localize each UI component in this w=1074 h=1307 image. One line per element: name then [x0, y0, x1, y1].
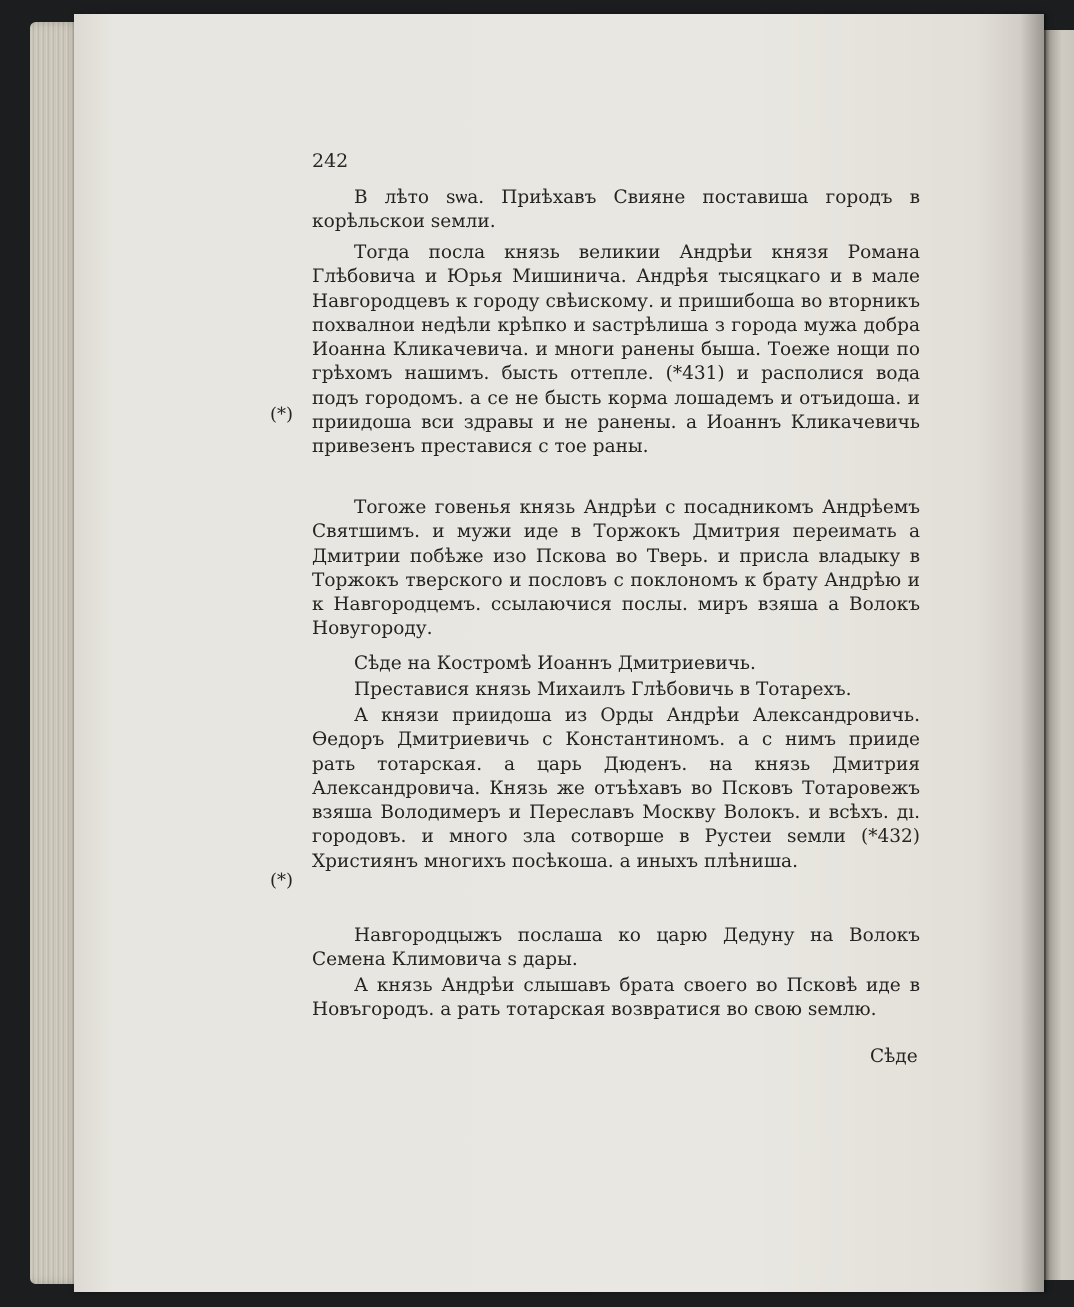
paragraph-8: А князь Андрѣи слышавъ брата своего во Псковѣ иде в Новъгородъ. а рать тотарская возвратися во свою ѕемлю.	[312, 975, 920, 1021]
next-page-edge	[1042, 30, 1074, 1280]
paragraph-3: Тогоже говенья князь Андрѣи с посадникомъ Андрѣемъ Святшимъ. и мужи иде в Торжокъ Дмитрия переимать а Дмитрии побѣже изо Пскова во Тверь. и присла владыку в Торжокъ тверского и пословъ с поклономъ к брату Андрѣю и к Навгородцемъ. ссылаючися послы. миръ взяша а Волокъ Новугороду.	[312, 497, 920, 640]
page-number: 242	[312, 150, 349, 172]
paragraph-1: В лѣто ѕѡа. Приѣхавъ Свияне поставиша городъ в корѣльскои ѕемли.	[312, 187, 920, 233]
gutter-shadow	[1020, 14, 1046, 1292]
paragraph-7: Навгородцыжъ послаша ко царю Дедуну на Волокъ Семена Климовича ѕ дары.	[312, 925, 920, 971]
paragraph-2: Тогда посла князь великии Андрѣи князя Романа Глѣбовича и Юрья Мишинича. Андрѣя тысяцкаго и в мале Навгородцевъ к городу свѣискому. и пришибоша во вторникъ похвалнои недѣли крѣпко и ѕастрѣлиша з города мужа добра Иоанна Кликачевича. и многи ранены быша. Тоеже нощи по грѣхомъ нашимъ. бысть оттепле. (*431) и располися вода подъ городомъ. а се не бысть корма лошадемъ и отъидоша. и приидоша вси здравы и не ранены. а Иоаннъ Кликачевичь привезенъ преставися с тое раны.	[312, 242, 920, 458]
paragraph-6: А князи приидоша из Орды Андрѣи Александровичь. Ѳедоръ Дмитриевичь с Константиномъ. а с нимъ прииде рать тотарская. а царь Дюденъ. на князь Дмитрия Александровича. Князь же отъѣхавъ во Псковъ Тотаровежъ взяша Володимеръ и Переславъ Москву Волокъ. и всѣхъ. дı. городовъ. и много зла сотворше в Рустеи ѕемли (*432) Християнъ многихъ посѣкоша. а иныхъ плѣниша.	[312, 705, 920, 872]
footnote-marker-2: (*)	[270, 870, 294, 891]
paragraph-4: Сѣде на Костромѣ Иоаннъ Дмитриевичь.	[354, 653, 756, 674]
catchword: Сѣде	[870, 1046, 918, 1067]
footnote-marker-1: (*)	[270, 404, 294, 425]
paragraph-5: Преставися князь Михаилъ Глѣбовичь в Тотарехъ.	[354, 679, 852, 700]
